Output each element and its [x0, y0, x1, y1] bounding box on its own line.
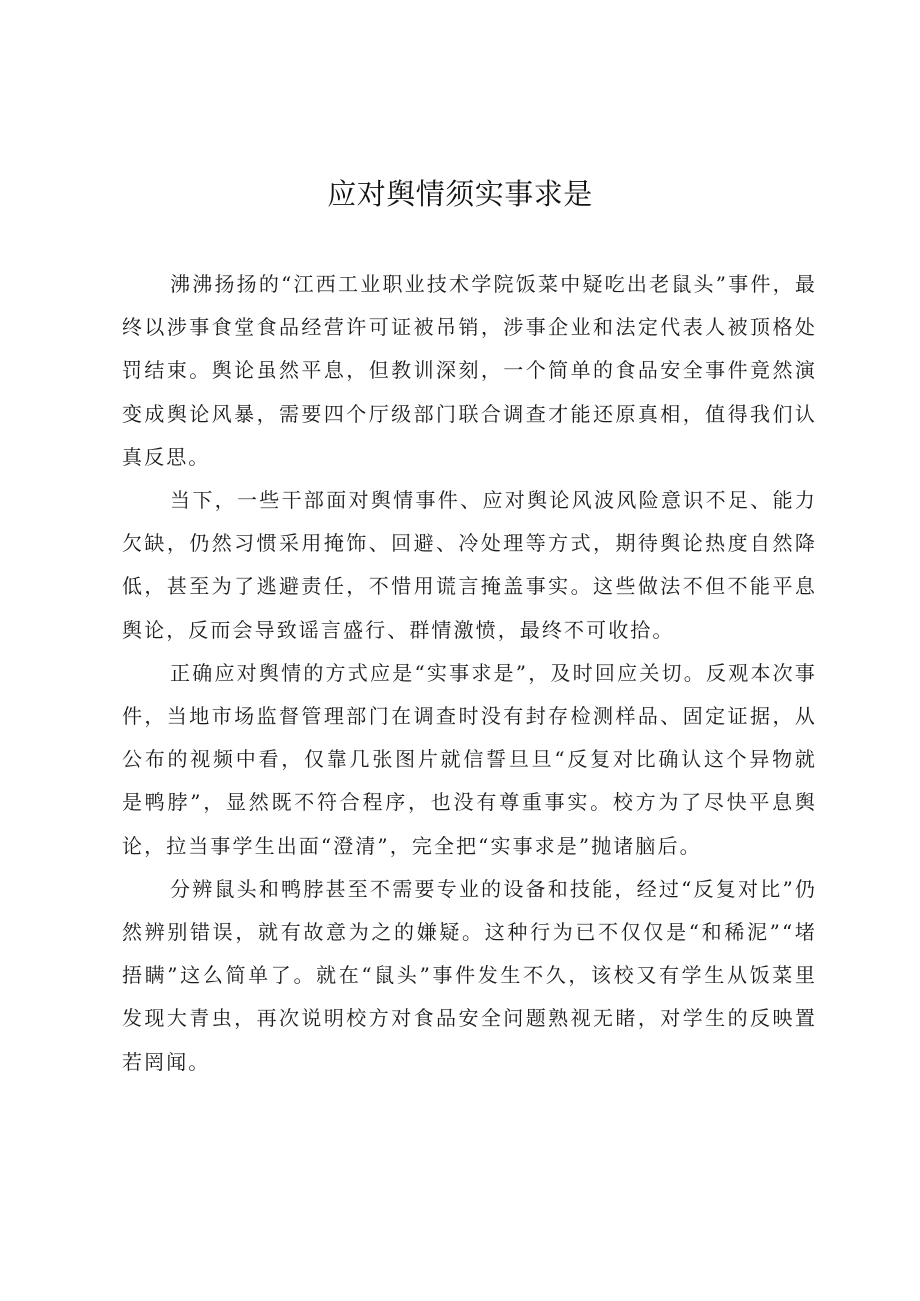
- page-title: 应对舆情须实事求是: [327, 177, 593, 211]
- paragraph-1: 沸沸扬扬的“江西工业职业技术学院饭菜中疑吃出老鼠头”事件，最终以涉事食堂食品经营许可证被吊销，涉事企业和法定代表人被顶格处罚结束。舆论虽然平息，但教训深刻，一个简单的食品安全事件竟然演变成舆论风暴，需要四个厅级部门联合调查才能还原真相，值得我们认真反思。: [122, 272, 817, 469]
- paragraph-2: 当下，一些干部面对舆情事件、应对舆论风波风险意识不足、能力欠缺，仍然习惯采用掩饰、回避、冷处理等方式，期待舆论热度自然降低，甚至为了逃避责任，不惜用谎言掩盖事实。这些做法不但不能平息舆论，反而会导致谣言盛行、群情激愤，最终不可收拾。: [122, 488, 817, 642]
- article-body: [122, 263, 817, 1084]
- paragraph-3: 正确应对舆情的方式应是“实事求是”，及时回应关切。反观本次事件，当地市场监督管理部门在调查时没有封存检测样品、固定证据，从公布的视频中看，仅靠几张图片就信誓旦旦“反复对比确认这个异物就是鸭脖”，显然既不符合程序，也没有尊重事实。校方为了尽快平息舆论，拉当事学生出面“澄清”，完全把“实事求是”抛诸脑后。: [122, 660, 817, 858]
- paragraph-4: 分辨鼠头和鸭脖甚至不需要专业的设备和技能，经过“反复对比”仍然辨别错误，就有故意为之的嫌疑。这种行为已不仅仅是“和稀泥”“堵捂瞒”这么简单了。就在“鼠头”事件发生不久，该校又有学生从饭菜里发现大青虫，再次说明校方对食品安全问题熟视无睹，对学生的反映置若罔闻。: [122, 876, 817, 1074]
